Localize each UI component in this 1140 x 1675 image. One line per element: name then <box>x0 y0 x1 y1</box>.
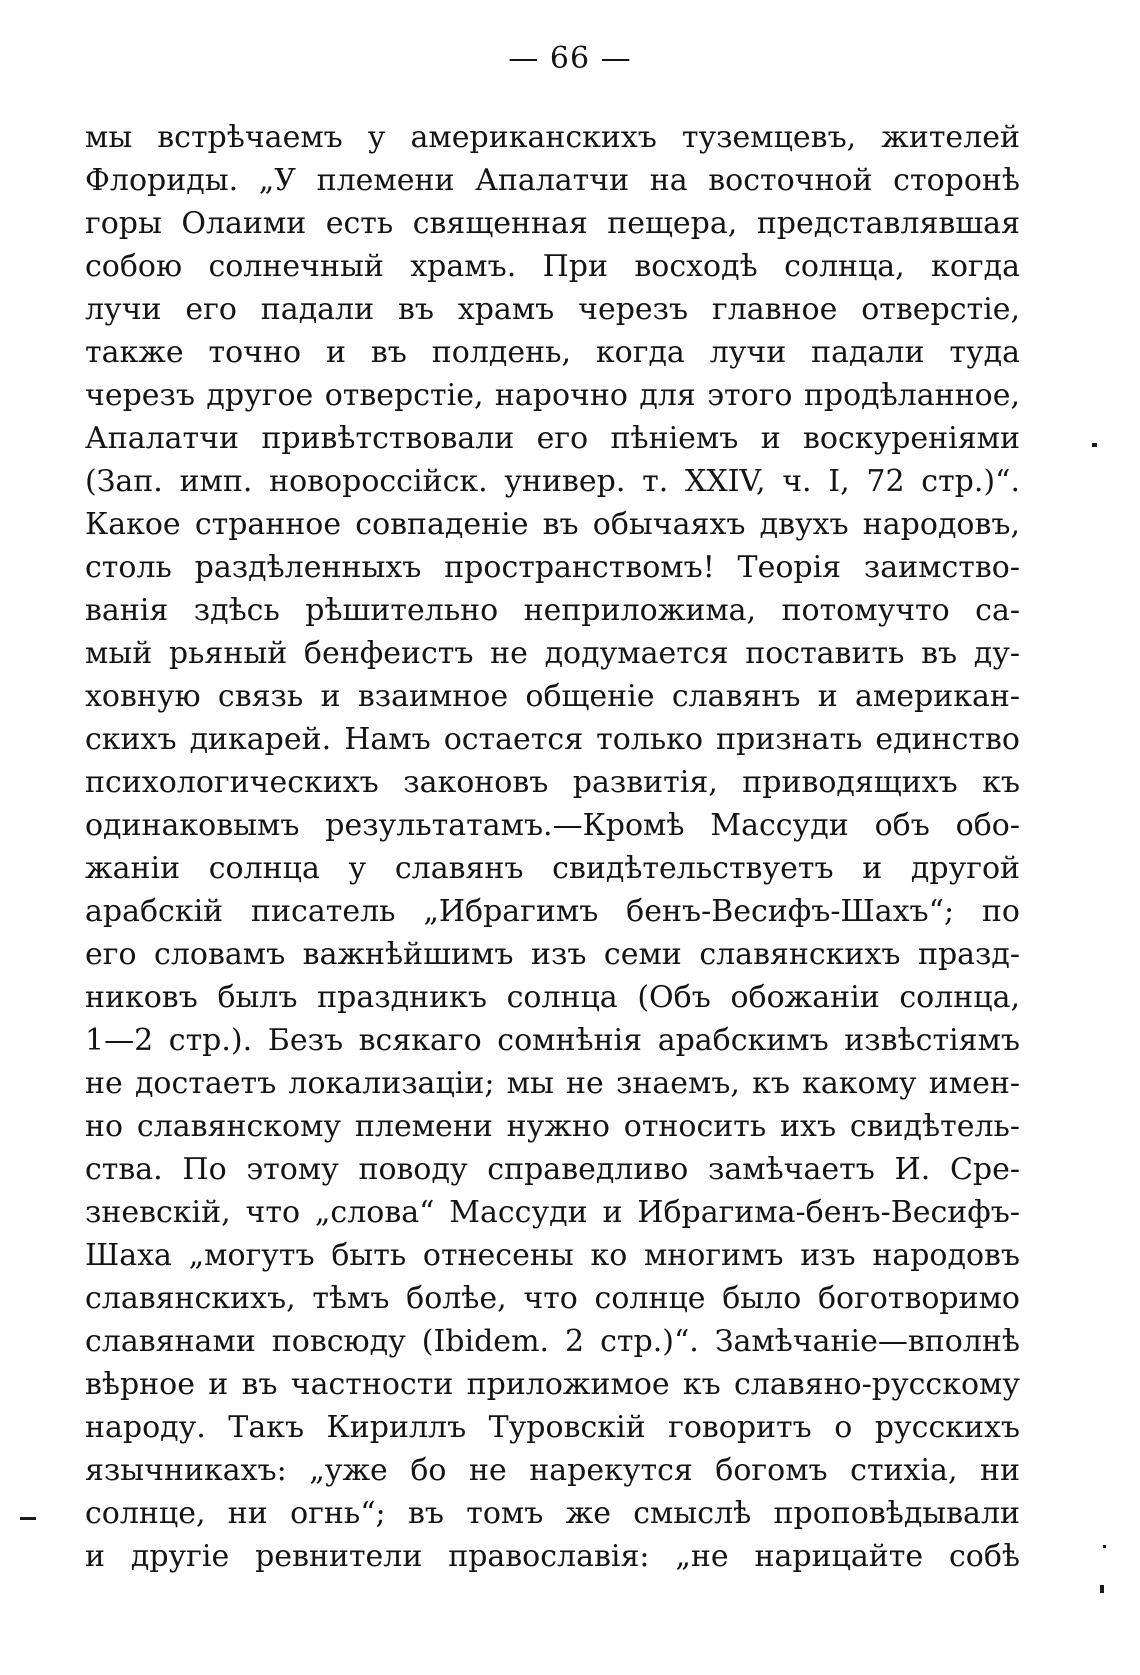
text-line: и другіе ревнители православія: „не нарицайте собѣ <box>85 1539 1020 1574</box>
text-line: Флориды. „У племени Апалатчи на восточной сторонѣ <box>85 163 1020 198</box>
text-line: вѣрное и въ частности приложимое къ славяно-русскому <box>85 1367 1020 1402</box>
text-line: ства. По этому поводу справедливо замѣчаетъ И. Сре- <box>85 1152 1020 1187</box>
text-line: психологическихъ законовъ развитія, приводящихъ къ <box>85 765 1020 800</box>
text-line: славянами повсюду (Ibidem. 2 стр.)“. Замѣчаніе—вполнѣ <box>85 1324 1020 1359</box>
text-line: скихъ дикарей. Намъ остается только признать единство <box>85 722 1020 757</box>
text-line: собою солнечный храмъ. При восходѣ солнца, когда <box>85 249 1020 284</box>
text-line: (Зап. имп. новороссійск. универ. т. XXIV, ч. I, 72 стр.)“. <box>85 464 1020 499</box>
text-line: его словамъ важнѣйшимъ изъ семи славянскихъ празд- <box>85 937 1020 972</box>
text-line: одинаковымъ результатамъ.—Кромѣ Массуди объ обо- <box>85 808 1020 843</box>
text-line: также точно и въ полдень, когда лучи падали туда <box>85 335 1020 370</box>
text-line: 1—2 стр.). Безъ всякаго сомнѣнія арабскимъ извѣстіямъ <box>85 1023 1020 1058</box>
text-line: ванія здѣсь рѣшительно неприложима, потомучто са- <box>85 593 1020 628</box>
text-line: черезъ другое отверстіе, нарочно для этого продѣланное, <box>85 378 1020 413</box>
text-line: славянскихъ, тѣмъ болѣе, что солнце было боготворимо <box>85 1281 1020 1316</box>
text-line: но славянскому племени нужно относить ихъ свидѣтель- <box>85 1109 1020 1144</box>
text-line: народу. Такъ Кириллъ Туровскій говоритъ о русскихъ <box>85 1410 1020 1445</box>
text-line: Какое странное совпаденіе въ обычаяхъ двухъ народовъ, <box>85 507 1020 542</box>
text-line: язычникахъ: „уже бо не нарекутся богомъ стихіа, ни <box>85 1453 1020 1488</box>
text-line: не достаетъ локализаціи; мы не знаемъ, къ какому имен- <box>85 1066 1020 1101</box>
margin-mark-right <box>1092 443 1097 447</box>
margin-mark-left <box>20 1517 36 1520</box>
text-line: солнце, ни огнь“; въ томъ же смыслѣ проповѣдывали <box>85 1496 1020 1531</box>
text-line: никовъ былъ праздникъ солнца (Объ обожаніи солнца, <box>85 980 1020 1015</box>
text-line: зневскій, что „слова“ Массуди и Ибрагима-бенъ-Весифъ- <box>85 1195 1020 1230</box>
text-line: горы Олаими есть священная пещера, представлявшая <box>85 206 1020 241</box>
text-line: арабскій писатель „Ибрагимъ бенъ-Весифъ-Шахъ“; по <box>85 894 1020 929</box>
text-line: столь раздѣленныхъ пространствомъ! Теорія заимство- <box>85 550 1020 585</box>
page-number: — 66 — <box>508 41 632 76</box>
text-line: мы встрѣчаемъ у американскихъ туземцевъ, жителей <box>85 120 1020 155</box>
text-line: ховную связь и взаимное общеніе славянъ и американ- <box>85 679 1020 714</box>
body-text <box>85 116 1020 1578</box>
text-line: Апалатчи привѣтствовали его пѣніемъ и воскуреніями <box>85 421 1020 456</box>
margin-mark-right <box>1103 1545 1106 1548</box>
margin-mark-right <box>1100 1585 1104 1593</box>
text-line: жаніи солнца у славянъ свидѣтельствуетъ и другой <box>85 851 1020 886</box>
text-line: мый рьяный бенфеистъ не додумается поставить въ ду- <box>85 636 1020 671</box>
text-line: Шаха „могутъ быть отнесены ко многимъ изъ народовъ <box>85 1238 1020 1273</box>
text-line: лучи его падали въ храмъ черезъ главное отверстіе, <box>85 292 1020 327</box>
